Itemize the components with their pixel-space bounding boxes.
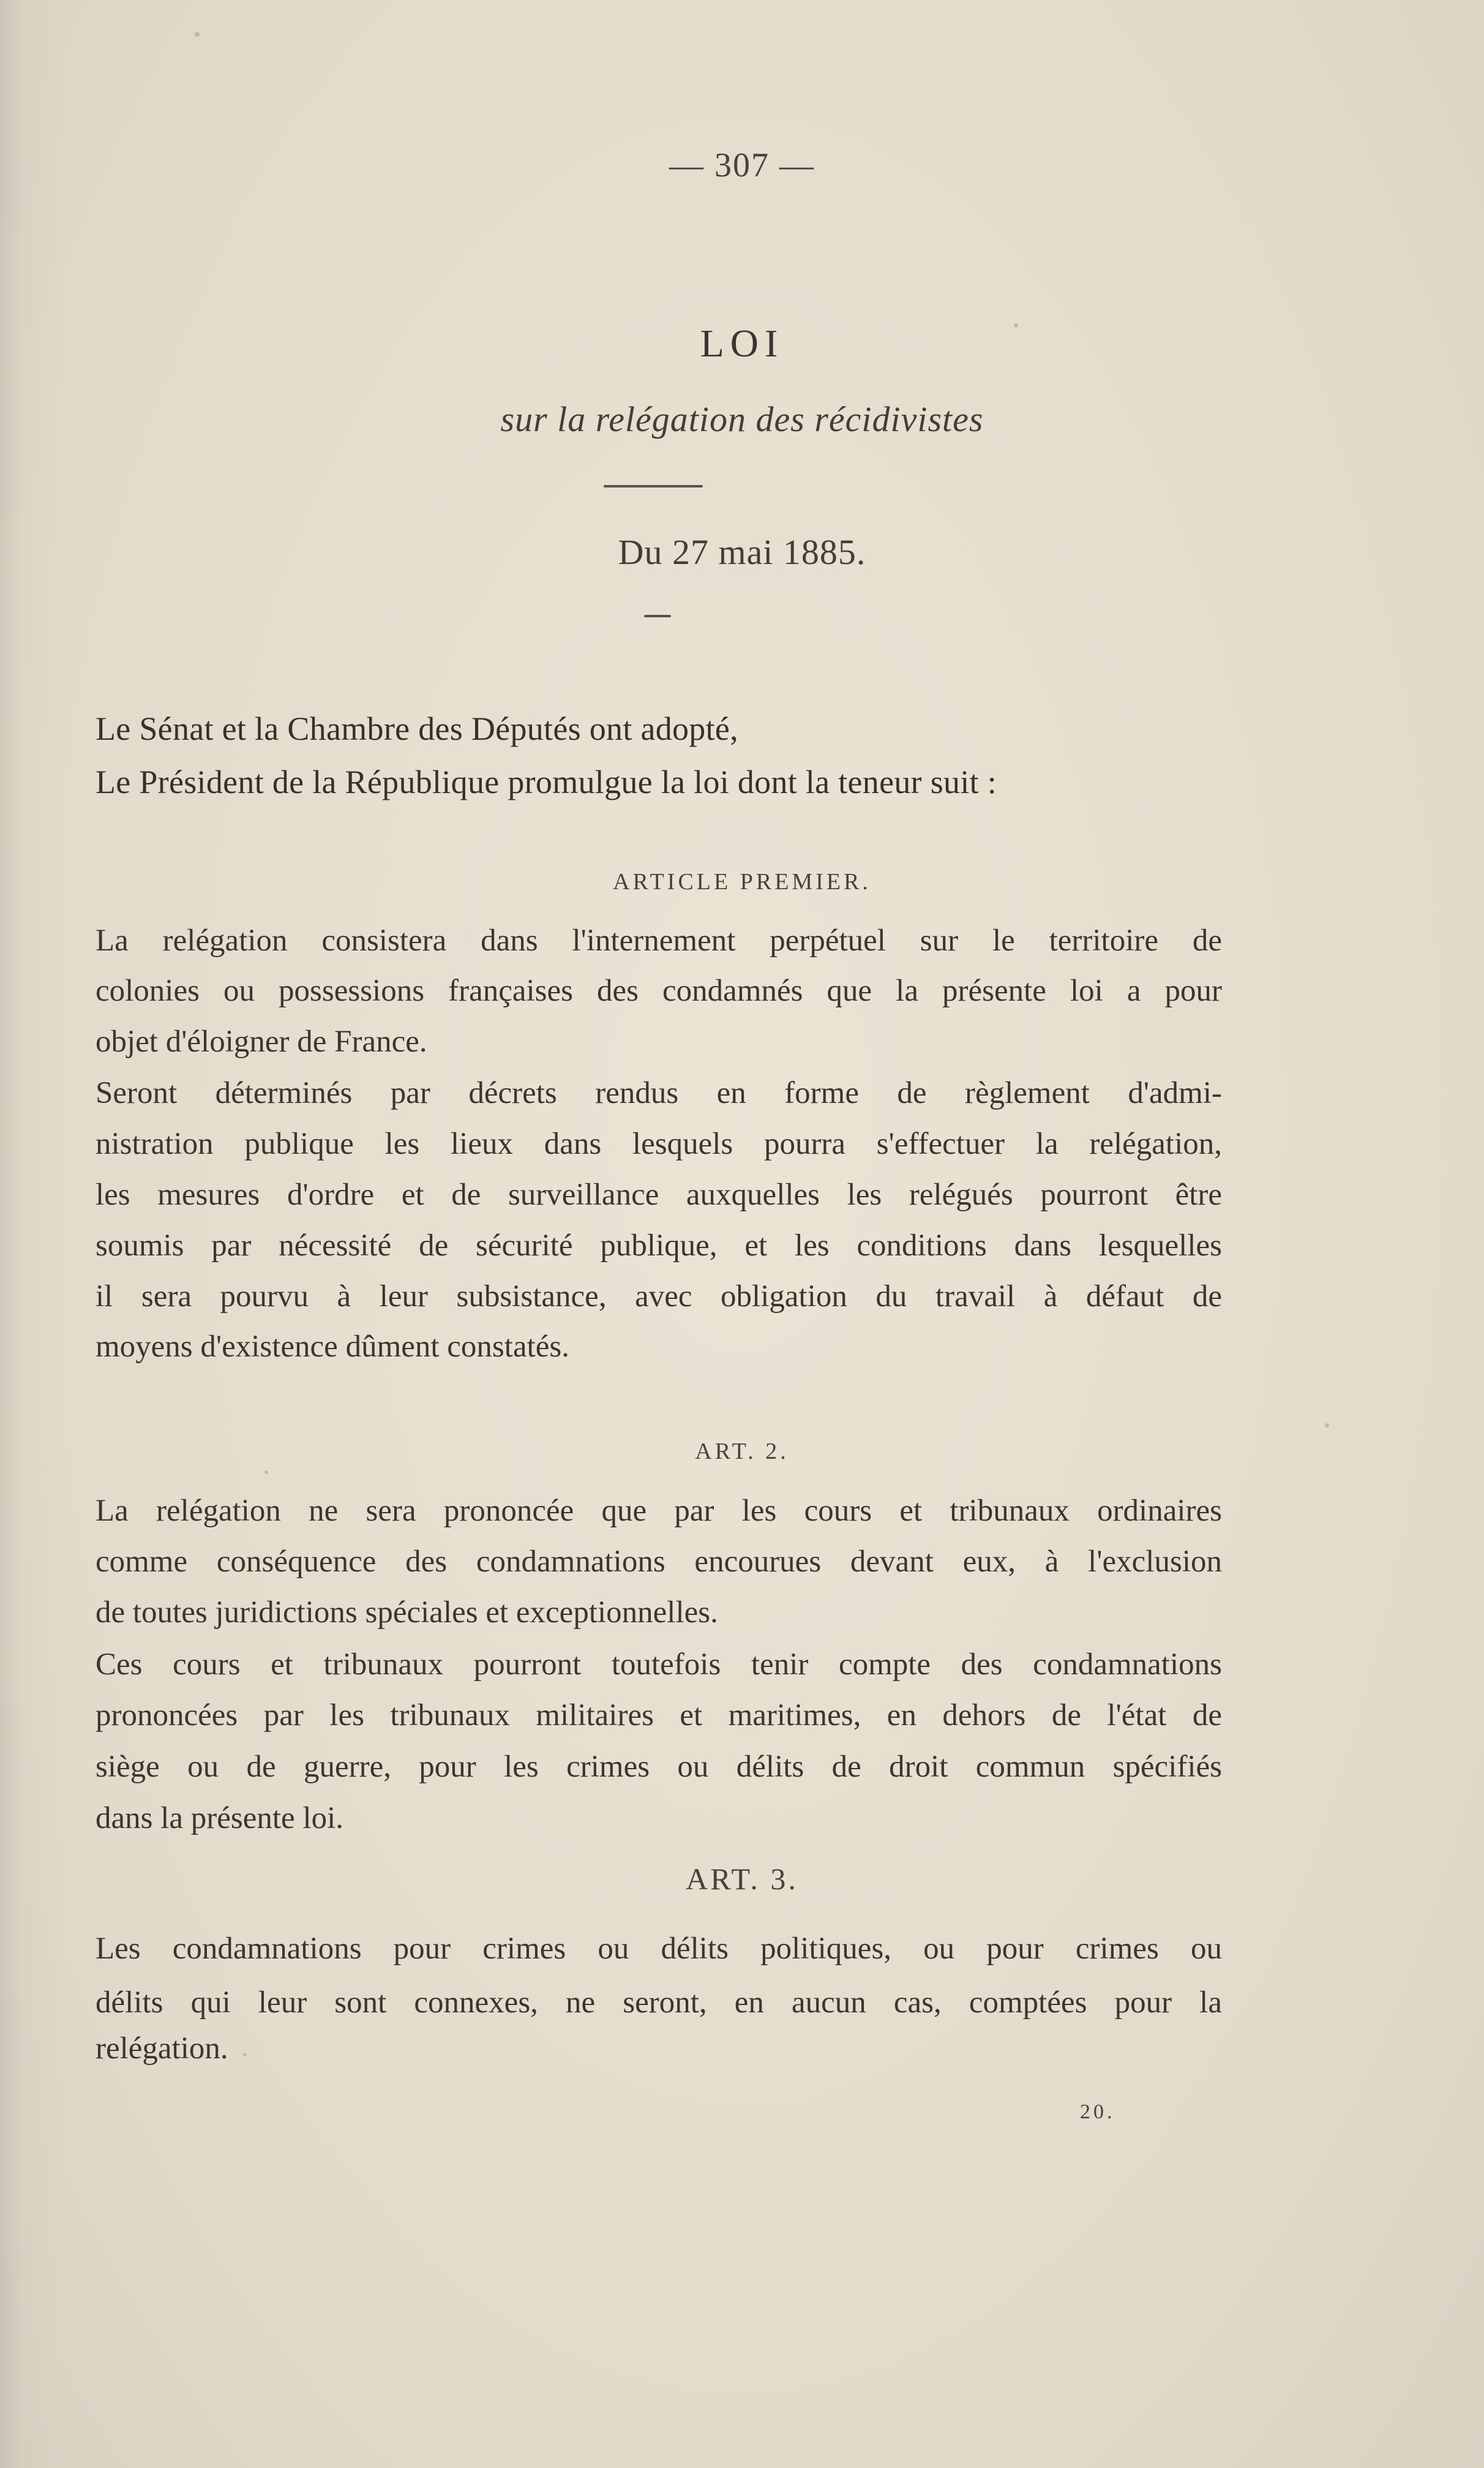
article-3-heading: ART. 3.	[686, 1862, 798, 1896]
law-date: Du 27 mai 1885.	[618, 532, 866, 572]
article-1-line-5: nistration publique les lieux dans lesquels pourra s'effectuer la relégation,	[96, 1127, 1222, 1161]
paper-speck	[264, 1470, 268, 1474]
article-3-line-2: délits qui leur sont connexes, ne seront, en aucun cas, comptées pour la	[96, 1985, 1222, 2020]
article-1-line-4: Seront déterminés par décrets rendus en forme de règlement d'admi-	[96, 1076, 1222, 1110]
article-1-line-6: les mesures d'ordre et de surveillance auxquelles les relégués pourront être	[96, 1178, 1222, 1212]
article-1-heading: ARTICLE PREMIER.	[613, 869, 871, 895]
page-number: — 307 —	[669, 146, 815, 184]
law-subtitle: sur la relégation des récidivistes	[500, 399, 984, 439]
article-2-line-5: prononcées par les tribunaux militaires et maritimes, en dehors de l'état de	[96, 1698, 1222, 1732]
article-2-line-6: siège ou de guerre, pour les crimes ou délits de droit commun spécifiés	[96, 1750, 1222, 1784]
article-2-line-2: comme conséquence des condamnations encourues devant eux, à l'exclusion	[96, 1544, 1222, 1579]
article-2-heading: ART. 2.	[695, 1439, 789, 1464]
intro-line-1: Le Sénat et la Chambre des Députés ont adopté,	[96, 710, 738, 747]
intro-line-2: Le Président de la République promulgue la loi dont la teneur suit :	[96, 764, 997, 800]
article-2-line-1: La relégation ne sera prononcée que par les cours et tribunaux ordinaires	[96, 1494, 1222, 1528]
article-1-line-7: soumis par nécessité de sécurité publique, et les conditions dans lesquelles	[96, 1228, 1222, 1263]
date-divider	[644, 615, 671, 617]
article-1-line-9: moyens d'existence dûment constatés.	[96, 1330, 569, 1364]
article-1-line-8: il sera pourvu à leur subsistance, avec obligation du travail à défaut de	[96, 1279, 1222, 1314]
article-2-line-4: Ces cours et tribunaux pourront toutefois tenir compte des condamnations	[96, 1647, 1222, 1682]
paper-speck	[1325, 1423, 1329, 1428]
article-2-line-7: dans la présente loi.	[96, 1801, 344, 1835]
article-3-line-1: Les condamnations pour crimes ou délits politiques, ou pour crimes ou	[96, 1932, 1222, 1966]
paper-speck	[243, 2053, 247, 2056]
article-1-line-2: colonies ou possessions françaises des condamnés que la présente loi a pour	[96, 974, 1222, 1008]
paper-speck	[195, 32, 200, 37]
law-title: LOI	[700, 322, 784, 365]
article-1-line-1: La relégation consistera dans l'internement perpétuel sur le territoire de	[96, 924, 1222, 958]
title-divider	[604, 485, 703, 487]
article-1-line-3: objet d'éloigner de France.	[96, 1025, 427, 1059]
signature-mark: 20.	[1080, 2101, 1115, 2123]
article-2-line-3: de toutes juridictions spéciales et exceptionnelles.	[96, 1595, 718, 1630]
paper-speck	[1014, 323, 1018, 328]
article-3-line-3: relégation.	[96, 2031, 228, 2066]
